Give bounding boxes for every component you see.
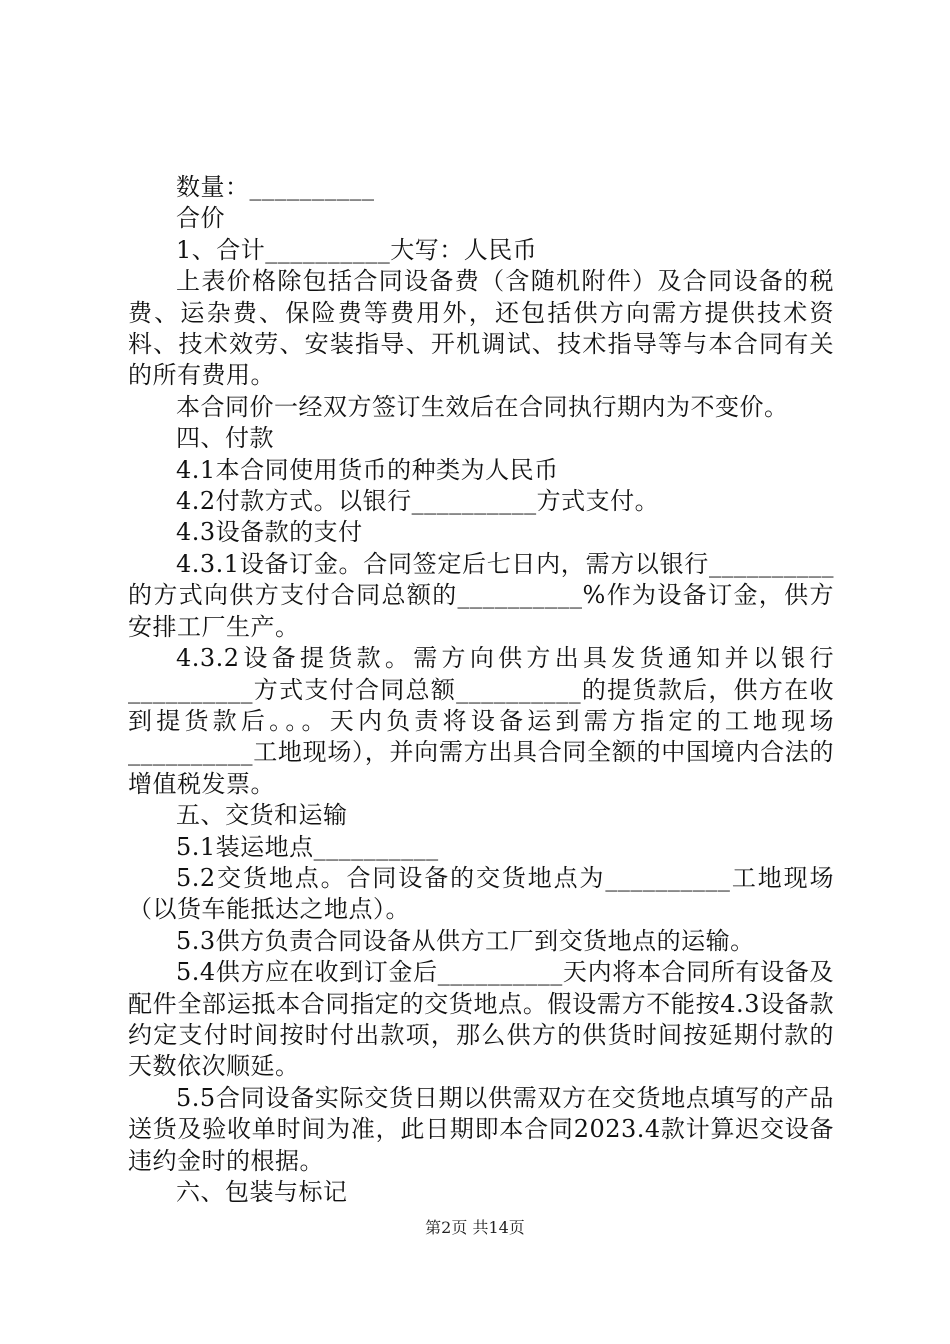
section-delivery-heading: 五、交货和运输: [176, 801, 348, 830]
clause-4-2: 4.2付款方式。以银行__________方式支付。: [176, 487, 660, 516]
clause-5-3: 5.3供方负责合同设备从供方工厂到交货地点的运输。: [176, 926, 755, 955]
fixed-price-paragraph: 本合同价一经双方签订生效后在合同执行期内为不变价。: [176, 392, 789, 421]
section-payment-heading: 四、付款: [176, 424, 274, 453]
total-amount-line: 1、合计__________大写：人民币: [176, 235, 538, 264]
clause-5-2: 5.2交货地点。合同设备的交货地点为__________工地现场（以货车能抵达之地点）。: [128, 863, 834, 924]
clause-4-3: 4.3设备款的支付: [176, 518, 363, 547]
clause-4-3-1: 4.3.1设备订金。合同签定后七日内，需方以银行__________的方式向供方支付合同总额的__________%作为设备订金，供方安排工厂生产。: [128, 549, 834, 641]
document-body: [128, 172, 834, 1208]
section-packaging-heading: 六、包装与标记: [176, 1178, 348, 1206]
clause-5-1: 5.1装运地点__________: [176, 832, 439, 861]
clause-4-1: 4.1本合同使用货币的种类为人民币: [176, 455, 559, 484]
price-scope-paragraph: 上表价格除包括合同设备费（含随机附件）及合同设备的税费、运杂费、保险费等费用外，还包括供方向需方提供技术资料、技术效劳、安装指导、开机调试、技术指导等与本合同有关的所有费用。: [128, 267, 834, 390]
clause-5-4: 5.4供方应在收到订金后__________天内将本合同所有设备及配件全部运抵本合同指定的交货地点。假设需方不能按4.3设备款约定支付时间按时付出款项，那么供方的供货时间按延期付款的天数依次顺延。: [128, 958, 834, 1081]
clause-4-3-2: 4.3.2设备提货款。需方向供方出具发货通知并以银行__________方式支付合同总额__________的提货款后，供方在收到提货款后。。。天内负责将设备运到需方指定的工地现场__________工地现场），并向需方出具合同全额的中国境内合法的增值税发票。: [128, 644, 834, 798]
clause-5-5: 5.5合同设备实际交货日期以供需双方在交货地点填写的产品送货及验收单时间为准，此日期即本合同2023.4款计算迟交设备违约金时的根据。: [128, 1083, 834, 1175]
total-price-heading: 合价: [176, 204, 225, 233]
page-footer: 第2页 共14页: [425, 1218, 525, 1237]
quantity-line: 数量：__________: [176, 173, 375, 201]
